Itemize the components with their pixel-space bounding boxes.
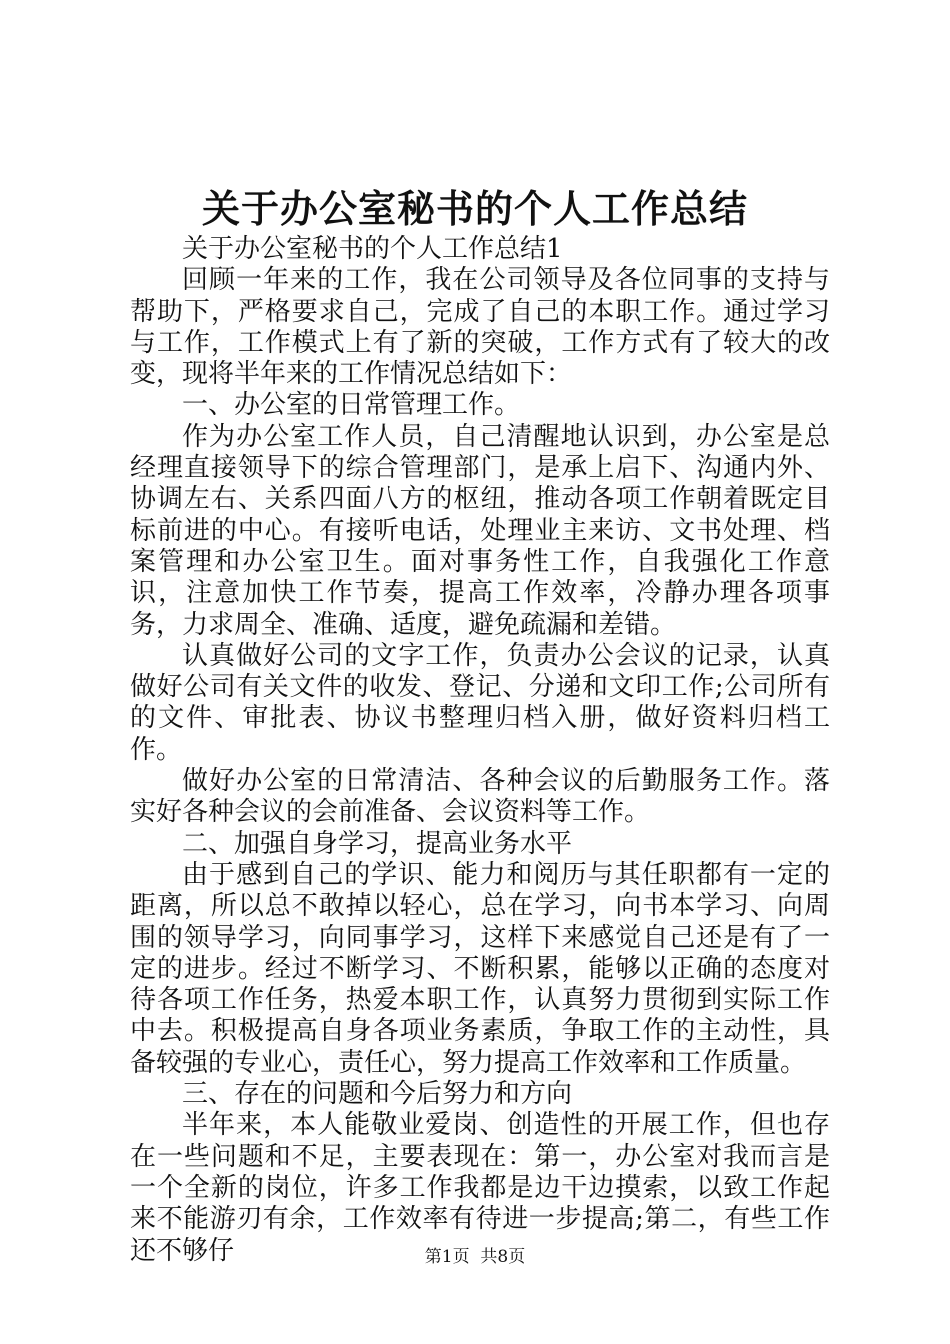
paragraph: 做好办公室的日常清洁、各种会议的后勤服务工作。落实好各种会议的会前准备、会议资料等工作。 bbox=[130, 766, 830, 828]
paragraph: 认真做好公司的文字工作，负责办公会议的记录，认真做好公司有关文件的收发、登记、分递和文印工作;公司所有的文件、审批表、协议书整理归档入册，做好资料归档工作。 bbox=[130, 640, 830, 765]
paragraph-intro: 回顾一年来的工作，我在公司领导及各位同事的支持与帮助下，严格要求自己，完成了自己的本职工作。通过学习与工作，工作模式上有了新的突破，工作方式有了较大的改变，现将半年来的工作情况总结如下： bbox=[130, 265, 830, 390]
section-heading-2: 二、加强自身学习，提高业务水平 bbox=[182, 828, 573, 859]
page-total: 共8页 bbox=[480, 1247, 526, 1267]
paragraph-subtitle: 关于办公室秘书的个人工作总结1 bbox=[182, 234, 563, 264]
document-body bbox=[130, 234, 830, 1267]
section-heading-1: 一、办公室的日常管理工作。 bbox=[182, 390, 521, 421]
paragraph: 作为办公室工作人员，自己清醒地认识到，办公室是总经理直接领导下的综合管理部门，是承上启下、沟通内外、协调左右、关系四面八方的枢纽，推动各项工作朝着既定目标前进的中心。有接听电话，处理业主来访、文书处理、档案管理和办公室卫生。面对事务性工作，自我强化工作意识，注意加快工作节奏，提高工作效率，冷静办理各项事务，力求周全、准确、适度，避免疏漏和差错。 bbox=[130, 421, 830, 640]
page-number: 第1页 bbox=[424, 1247, 470, 1267]
document-title: 关于办公室秘书的个人工作总结 bbox=[201, 186, 748, 231]
page-footer bbox=[0, 1246, 950, 1268]
paragraph: 半年来，本人能敬业爱岗、创造性的开展工作，但也存在一些问题和不足，主要表现在：第一，办公室对我而言是一个全新的岗位，许多工作我都是边干边摸索，以致工作起来不能游刃有余，工作效率有待进一步提高;第二，有些工作还不够仔 bbox=[130, 1110, 830, 1266]
section-heading-3: 三、存在的问题和今后努力和方向 bbox=[182, 1079, 573, 1110]
paragraph: 由于感到自己的学识、能力和阅历与其任职都有一定的距离，所以总不敢掉以轻心，总在学习，向书本学习、向周围的领导学习，向同事学习，这样下来感觉自己还是有了一定的进步。经过不断学习、不断积累，能够以正确的态度对待各项工作任务，热爱本职工作，认真努力贯彻到实际工作中去。积极提高自身各项业务素质，争取工作的主动性，具备较强的专业心，责任心，努力提高工作效率和工作质量。 bbox=[130, 859, 830, 1078]
